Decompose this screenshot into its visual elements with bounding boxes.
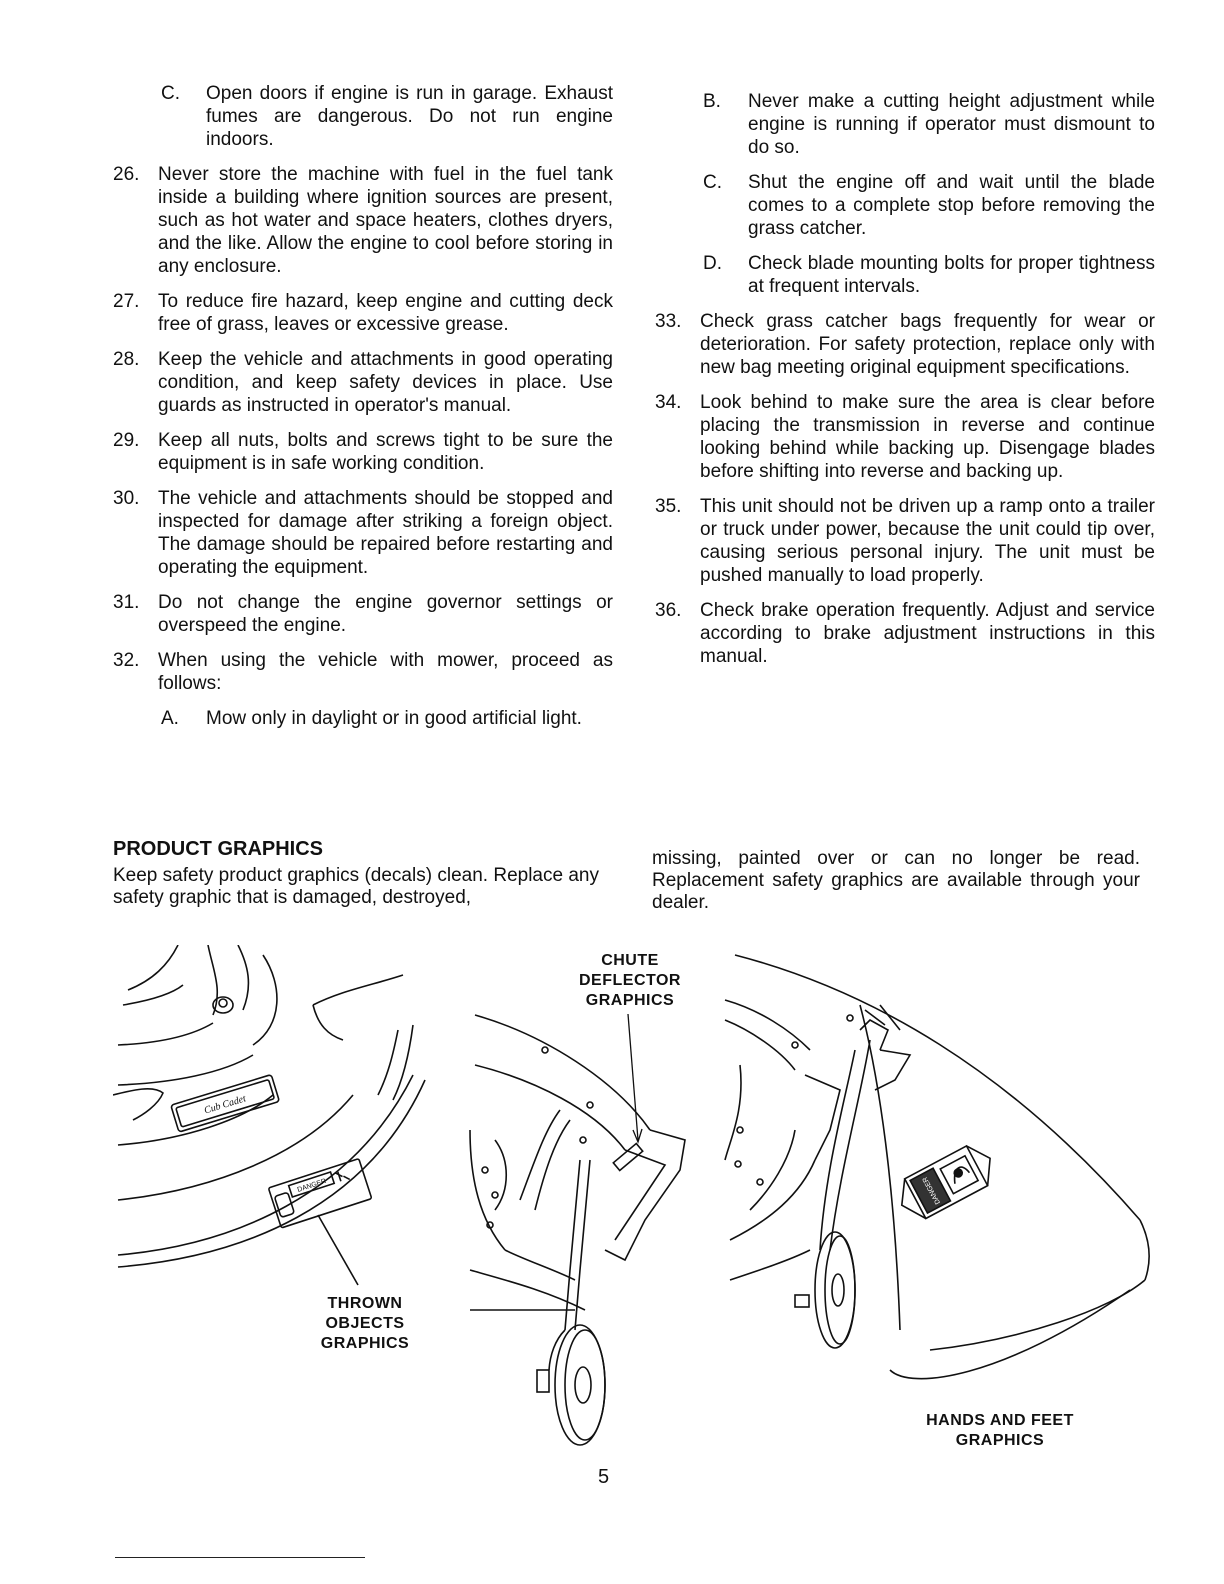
- decal-danger-text: DANGER: [296, 1177, 328, 1194]
- item-text: Never store the machine with fuel in the fuel tank inside a building where ignition sources are present, such as hot water and space heaters, clothes dryers, and the like. Allow the engine to cool before storing in any enclosure.: [158, 164, 613, 277]
- list-item: [655, 495, 1155, 587]
- list-item: [655, 310, 1155, 379]
- section-title: PRODUCT GRAPHICS: [113, 838, 324, 860]
- item-text: Keep the vehicle and attachments in good operating condition, and keep safety devices in place. Use guards as instructed in operator's manual.: [158, 349, 613, 416]
- right-column: [655, 90, 1155, 680]
- callout-line: HANDS AND FEET: [926, 1412, 1074, 1429]
- list-item: [113, 163, 613, 278]
- list-item: [655, 90, 1155, 159]
- callout-line: OBJECTS: [325, 1315, 405, 1332]
- item-text: When using the vehicle with mower, proceed as follows:: [158, 650, 613, 694]
- callout-thrown-objects: [300, 1294, 430, 1354]
- item-number: B.: [703, 91, 721, 112]
- list-item: [655, 252, 1155, 298]
- callout-leader-chute: [620, 1012, 650, 1147]
- list-item: [655, 599, 1155, 668]
- item-text: Shut the engine off and wait until the blade comes to a complete stop before removing the grass catcher.: [748, 172, 1155, 239]
- deck-top-illustration: [113, 945, 433, 1290]
- chute-deflector-illustration: [465, 1010, 690, 1455]
- list-item: [113, 707, 613, 730]
- section-paragraph-left: Keep safety product graphics (decals) clean. Replace any safety graphic that is damaged, destroyed,: [113, 865, 599, 908]
- item-number: 33.: [655, 311, 682, 332]
- item-number: 31.: [113, 592, 140, 613]
- item-text: Check grass catcher bags frequently for wear or deterioration. For safety protection, replace only with new bag meeting original equipment specifications.: [700, 311, 1155, 378]
- item-text: The vehicle and attachments should be stopped and inspected for damage after striking a foreign object. The damage should be repaired before restarting and operating the equipment.: [158, 488, 613, 578]
- callout-hands-feet: [895, 1411, 1105, 1451]
- decal-brand-text: Cub Cadet: [202, 1093, 248, 1117]
- item-number: 32.: [113, 650, 140, 671]
- list-item: [113, 591, 613, 637]
- callout-line: CHUTE: [601, 952, 659, 969]
- item-text: This unit should not be driven up a ramp onto a trailer or truck under power, because the unit could tip over, causing serious personal injury. The unit must be pushed manually to load properly.: [700, 496, 1155, 586]
- callout-line: GRAPHICS: [320, 1335, 410, 1352]
- page-number: 5: [598, 1466, 610, 1488]
- list-item: [113, 290, 613, 336]
- callout-chute-deflector: [565, 951, 695, 1011]
- footer-rule: [115, 1557, 365, 1558]
- callout-line: GRAPHICS: [955, 1432, 1045, 1449]
- item-number: D.: [703, 253, 722, 274]
- item-text: Check blade mounting bolts for proper tightness at frequent intervals.: [748, 253, 1155, 297]
- item-number: 36.: [655, 600, 682, 621]
- item-text: Never make a cutting height adjustment while engine is running if operator must dismount to do so.: [748, 91, 1155, 158]
- section-paragraph-right: missing, painted over or can no longer be read. Replacement safety graphics are available through your dealer.: [652, 848, 1140, 913]
- item-number: C.: [161, 83, 180, 104]
- item-number: 29.: [113, 430, 140, 451]
- list-item: [113, 649, 613, 695]
- list-item: [113, 348, 613, 417]
- item-text: Open doors if engine is run in garage. Exhaust fumes are dangerous. Do not run engine indoors.: [206, 83, 613, 150]
- item-text: Mow only in daylight or in good artificial light.: [206, 708, 582, 729]
- callout-line: DEFLECTOR: [579, 972, 681, 989]
- list-item: [113, 82, 613, 151]
- item-number: C.: [703, 172, 722, 193]
- left-column: [113, 82, 613, 742]
- item-text: Keep all nuts, bolts and screws tight to be sure the equipment is in safe working condition.: [158, 430, 613, 474]
- list-item: [113, 487, 613, 579]
- list-item: [113, 429, 613, 475]
- item-number: 35.: [655, 496, 682, 517]
- item-number: 27.: [113, 291, 140, 312]
- callout-line: THROWN: [327, 1295, 403, 1312]
- list-item: [655, 171, 1155, 240]
- hands-feet-illustration: [720, 950, 1165, 1410]
- callout-line: GRAPHICS: [585, 992, 675, 1009]
- item-text: Do not change the engine governor settings or overspeed the engine.: [158, 592, 613, 636]
- list-item: [655, 391, 1155, 483]
- item-number: 26.: [113, 164, 140, 185]
- danger-label-text: DANGER: [921, 1175, 942, 1206]
- item-text: Check brake operation frequently. Adjust and service according to brake adjustment instructions in this manual.: [700, 600, 1155, 667]
- item-text: To reduce fire hazard, keep engine and cutting deck free of grass, leaves or excessive grease.: [158, 291, 613, 335]
- item-number: 34.: [655, 392, 682, 413]
- item-text: Look behind to make sure the area is clear before placing the transmission in reverse and continue looking behind while backing up. Disengage blades before shifting into reverse and backing up.: [700, 392, 1155, 482]
- item-number: A.: [161, 708, 179, 729]
- item-number: 30.: [113, 488, 140, 509]
- item-number: 28.: [113, 349, 140, 370]
